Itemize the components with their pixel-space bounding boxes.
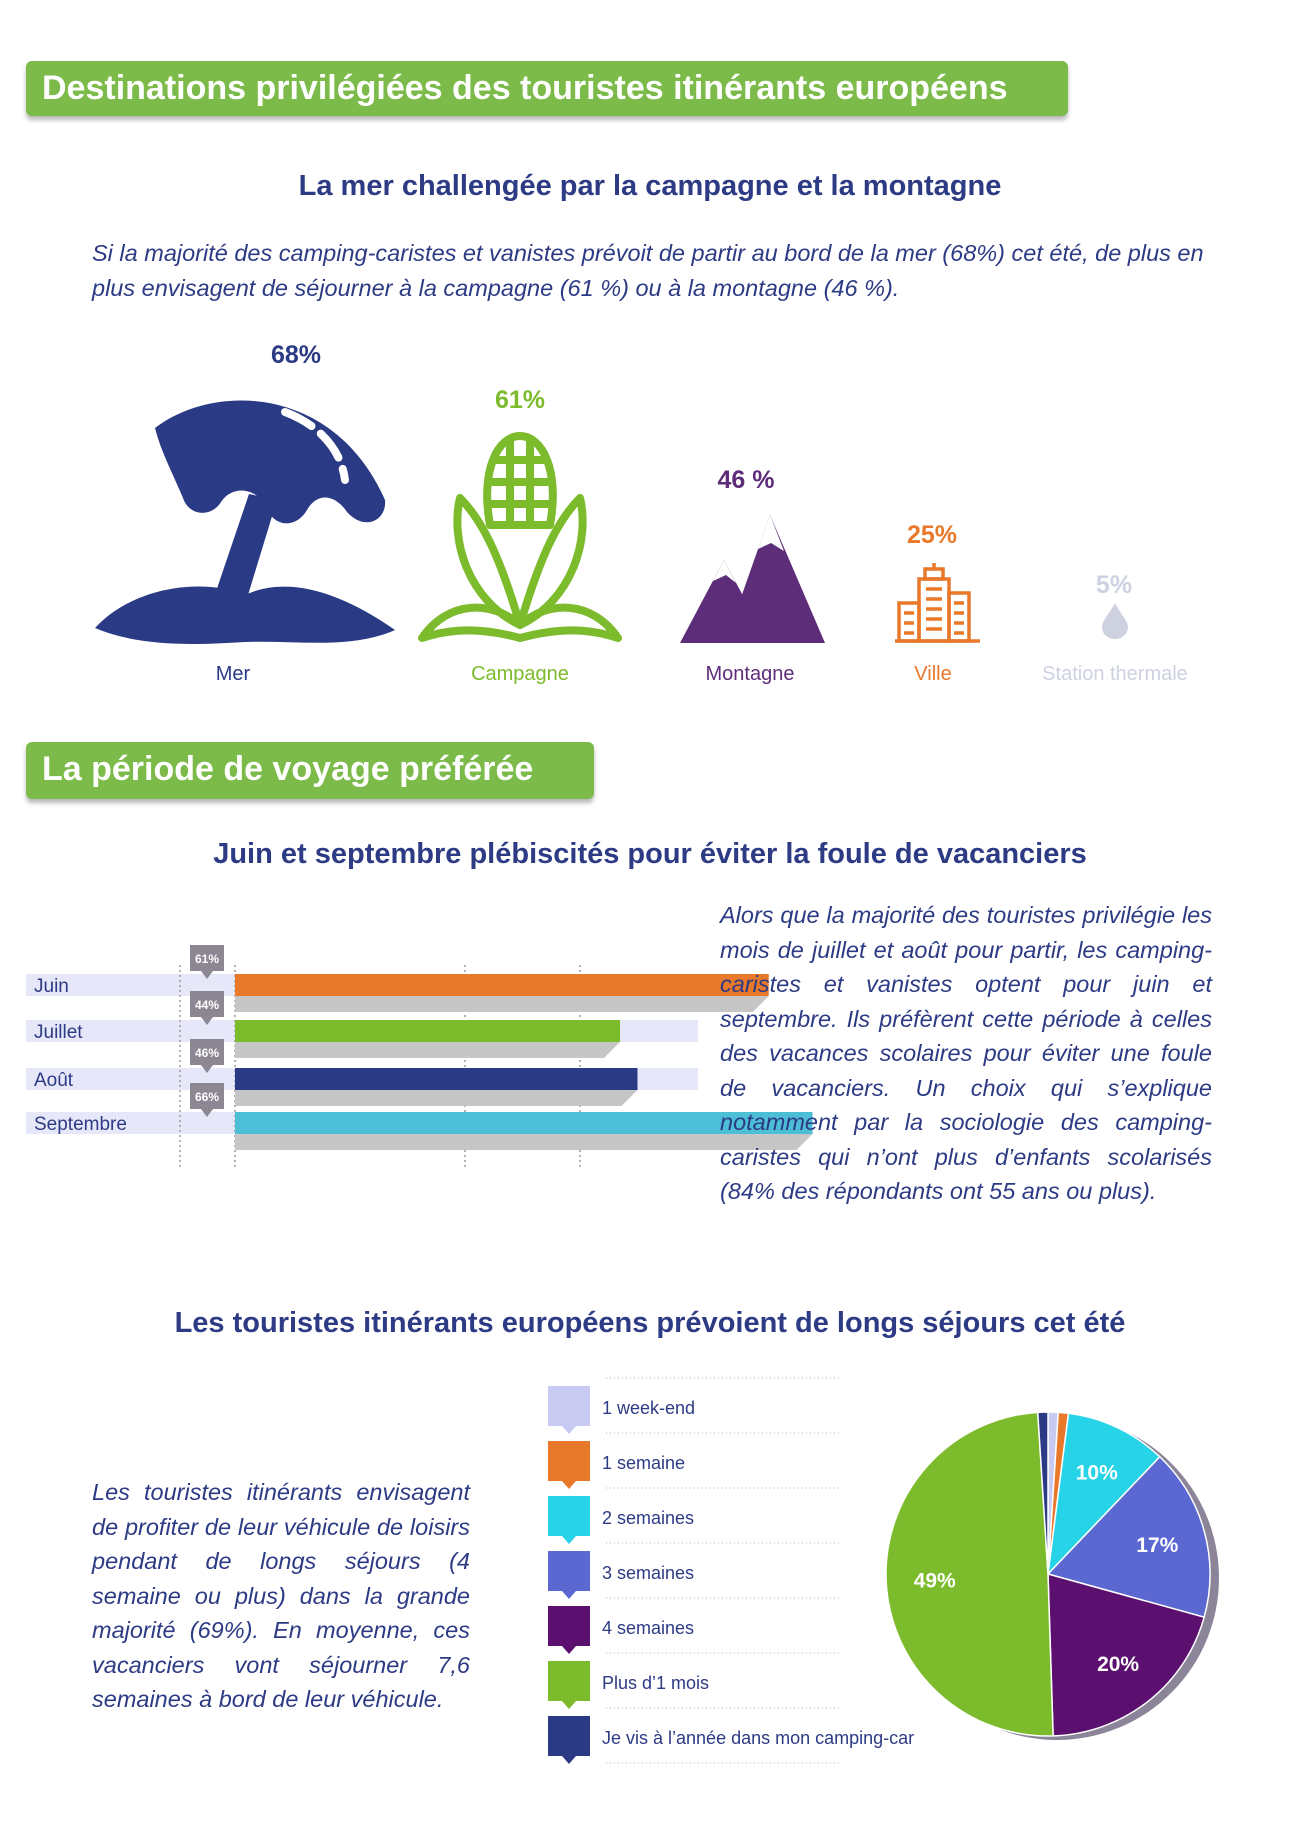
section2-title: Juin et septembre plébiscités pour éviter la foule de vacanciers	[213, 838, 1087, 870]
water-drop-icon	[1102, 603, 1128, 639]
section3-title: Les touristes itinérants européens prévoient de longs séjours cet été	[174, 1307, 1126, 1339]
legend-label: 2 semaines	[602, 1508, 695, 1528]
slice-label: 20%	[1097, 1653, 1140, 1677]
value-label: 66%	[194, 1090, 220, 1104]
section2-paragraph: Alors que la majorité des touristes privilégie les mois de juillet et août pour partir, les camping-caristes et vanistes optent pour juin et septembre. Ils préfèrent cette période à celles des vacances scolaires pour éviter une foule de vacanciers. Un choix qui s’explique notamment par la sociologie des camping-caristes qui n’ont plus d’enfants scolarisés (84% des répondants ont 55 ans ou plus).	[720, 902, 1212, 1204]
destination-label-mer: Mer	[215, 663, 251, 685]
destination-label-montagne: Montagne	[705, 663, 795, 685]
category-label: Août	[34, 1070, 74, 1091]
value-label: 61%	[194, 952, 220, 966]
legend-label: 3 semaines	[602, 1563, 695, 1583]
legend-swatch	[548, 1661, 590, 1709]
value-label: 46%	[194, 1046, 220, 1060]
destination-value-ville: 25%	[906, 521, 958, 549]
legend-label: 1 semaine	[602, 1453, 686, 1473]
city-building-icon	[895, 563, 980, 643]
duration-pie-chart	[880, 1410, 1240, 1760]
category-label: Juillet	[34, 1022, 83, 1043]
value-label: 44%	[194, 998, 220, 1012]
section2-banner: La période de voyage préférée	[26, 742, 594, 799]
legend-label: Plus d’1 mois	[602, 1673, 710, 1693]
section1-banner: Destinations privilégiées des touristes itinérants européens	[26, 61, 1068, 116]
destination-label-station: Station thermale	[1042, 663, 1188, 685]
bar-août	[235, 1068, 638, 1090]
bar-shadow	[235, 1090, 638, 1106]
bar-shadow	[235, 996, 769, 1012]
legend-label: 4 semaines	[602, 1618, 695, 1638]
legend-swatch	[548, 1386, 590, 1434]
bar-juillet	[235, 1020, 620, 1042]
section1-title: La mer challengée par la campagne et la montagne	[298, 170, 1002, 202]
legend-swatch	[548, 1606, 590, 1654]
destination-value-montagne: 46 %	[717, 466, 775, 494]
category-label: Juin	[34, 976, 69, 997]
month-bar-chart	[0, 940, 720, 1180]
category-label: Septembre	[34, 1114, 127, 1135]
legend-swatch	[548, 1441, 590, 1489]
legend-swatch	[548, 1716, 590, 1764]
legend-swatch	[548, 1496, 590, 1544]
destination-value-campagne: 61%	[494, 386, 546, 414]
bar-shadow	[235, 1042, 620, 1058]
mountain-icon	[680, 515, 825, 643]
legend-label: 1 week-end	[602, 1398, 696, 1418]
destination-label-ville: Ville	[914, 663, 952, 685]
pie-slice	[886, 1412, 1053, 1736]
bar-juin	[235, 974, 769, 996]
slice-label: 10%	[1075, 1461, 1118, 1485]
beach-umbrella-icon	[95, 390, 395, 645]
slice-label: 17%	[1136, 1533, 1179, 1557]
destination-value-mer: 68%	[270, 341, 322, 369]
section1-paragraph: Si la majorité des camping-caristes et vanistes prévoit de partir au bord de la mer (68%) cet été, de plus en plus envisagent de séjourner à la campagne (61 %) ou à la montagne (46 %).	[92, 240, 1204, 301]
destination-label-campagne: Campagne	[471, 663, 569, 685]
corn-icon	[418, 430, 623, 645]
legend-swatch	[548, 1551, 590, 1599]
destination-value-station: 5%	[1095, 571, 1133, 599]
slice-label: 49%	[913, 1569, 956, 1593]
legend-label: Je vis à l’année dans mon camping-car	[602, 1728, 915, 1748]
section3-paragraph: Les touristes itinérants envisagent de profiter de leur véhicule de loisirs pendant de longs séjours (4 semaine ou plus) dans la grande majorité (69%). En moyenne, ces vacanciers vont séjourner 7,6 semaines à bord de leur véhicule.	[92, 1479, 470, 1712]
